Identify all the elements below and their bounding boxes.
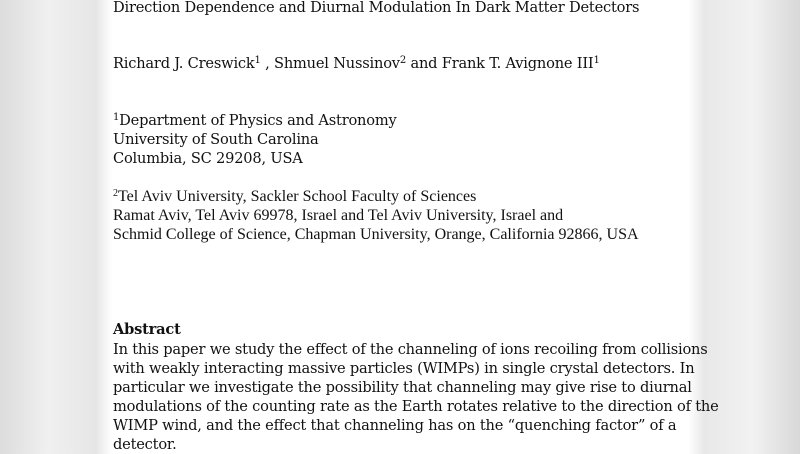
affiliation-mark: 1	[113, 112, 120, 123]
affiliation-mark: 1	[254, 55, 261, 66]
abstract-line: WIMP wind, and the effect that channeling has on the “quenching factor” of a	[113, 417, 677, 434]
paper-page	[112, 0, 719, 453]
separator: and	[406, 55, 442, 72]
abstract-line: In this paper we study the effect of the channeling of ions recoiling from collisions	[113, 341, 708, 358]
abstract-line: detector.	[113, 436, 177, 453]
abstract-line: with weakly interacting massive particles (WIMPs) in single crystal detectors. In	[113, 360, 695, 377]
affiliation-line: Ramat Aviv, Tel Aviv 69978, Israel and Tel Aviv University, Israel and	[113, 207, 564, 224]
affiliation-mark: 2	[399, 55, 407, 66]
affiliation-mark: 2	[113, 188, 118, 199]
author-line	[113, 54, 600, 73]
abstract-line: particular we investigate the possibility that channeling may give rise to diurnal	[113, 379, 692, 396]
affiliation-mark: 1	[593, 55, 600, 66]
affiliation-line: Columbia, SC 29208, USA	[113, 150, 303, 167]
abstract-line: modulations of the counting rate as the Earth rotates relative to the direction of the	[113, 398, 719, 415]
affiliation-line: University of South Carolina	[113, 131, 319, 148]
affiliation-line	[113, 187, 476, 206]
author-name: Richard J. Creswick	[113, 55, 255, 72]
abstract-heading: Abstract	[113, 321, 181, 338]
affiliation-line: Schmid College of Science, Chapman University, Orange, California 92866, USA	[113, 226, 639, 243]
author-name: Frank T. Avignone III	[441, 55, 594, 72]
affiliation-text: Tel Aviv University, Sackler School Faculty of Sciences	[118, 188, 477, 205]
separator: ,	[260, 55, 275, 72]
author-name: Shmuel Nussinov	[274, 55, 400, 72]
affiliation-line	[113, 111, 397, 130]
paper-title: Direction Dependence and Diurnal Modulation In Dark Matter Detectors	[113, 0, 640, 16]
affiliation-text: Department of Physics and Astronomy	[119, 112, 397, 129]
